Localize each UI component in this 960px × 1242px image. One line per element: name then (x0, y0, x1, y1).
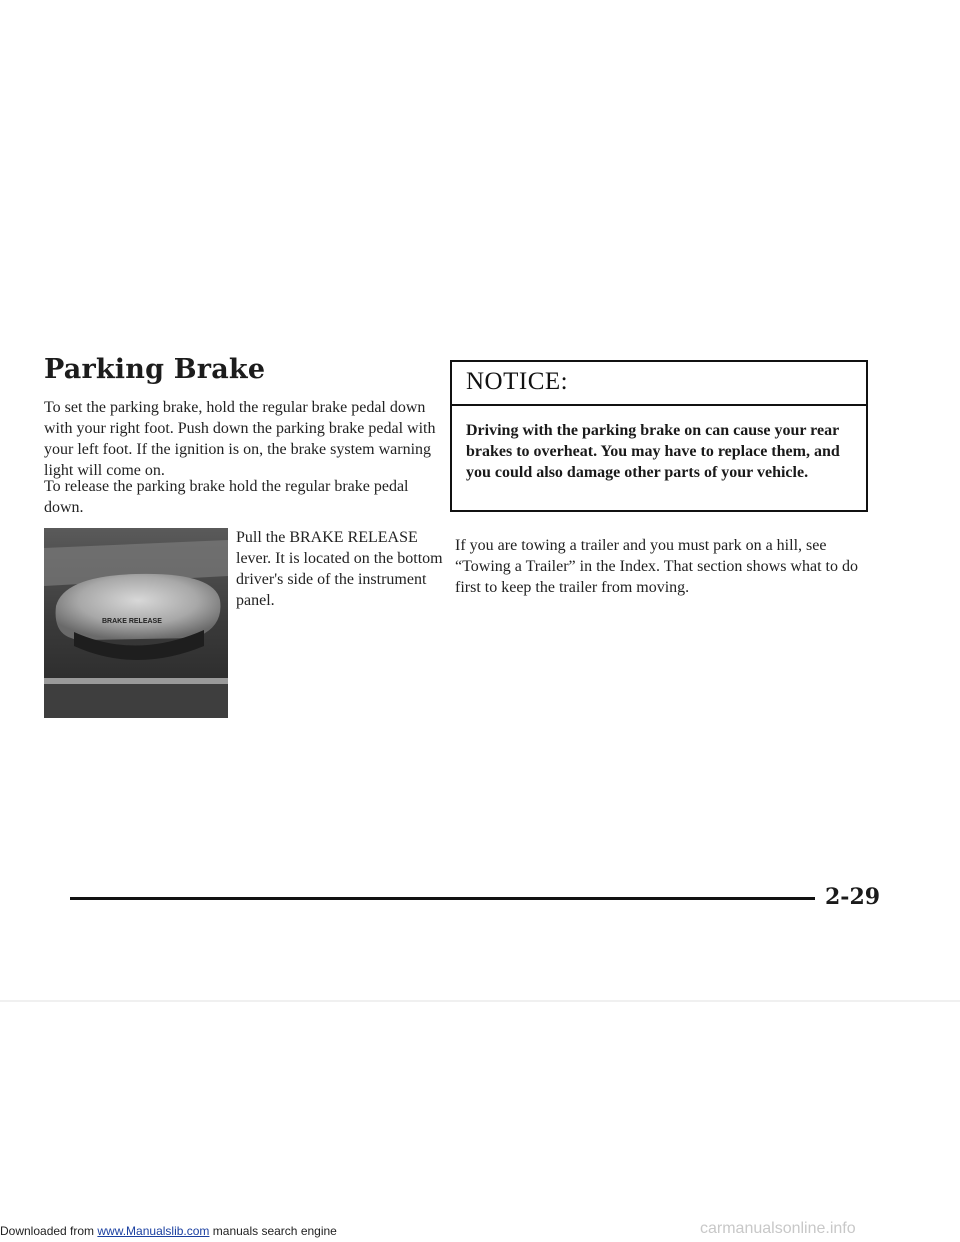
page-edge (0, 1000, 960, 1002)
footer-rule (70, 897, 815, 900)
watermark: carmanualsonline.info (700, 1220, 856, 1237)
brake-release-photo (44, 528, 228, 718)
notice-heading: NOTICE: (452, 362, 866, 406)
section-heading: Parking Brake (44, 354, 266, 385)
brake-release-label: BRAKE RELEASE (102, 618, 162, 625)
download-footer (0, 1224, 337, 1238)
footer-suffix: manuals search engine (209, 1224, 337, 1238)
release-brake-paragraph: To release the parking brake hold the regular brake pedal down. (44, 478, 409, 516)
manualslib-link[interactable]: www.Manualslib.com (97, 1224, 210, 1238)
set-brake-paragraph: To set the parking brake, hold the regular brake pedal down with your right foot. Push down the parking brake pedal with your left foot. If the ignition is on, the brake system warning light will come on. (44, 399, 436, 479)
page-number: 2-29 (825, 884, 881, 910)
footer-prefix: Downloaded from (0, 1224, 98, 1238)
image-caption: Pull the BRAKE RELEASE lever. It is located on the bottom driver's side of the instrument panel. (236, 529, 443, 609)
notice-box (450, 360, 868, 512)
towing-paragraph: If you are towing a trailer and you must park on a hill, see “Towing a Trailer” in the Index. That section shows what to do first to keep the trailer from moving. (455, 537, 858, 596)
notice-body: Driving with the parking brake on can cause your rear brakes to overheat. You may have to replace them, and you could also damage other parts of your vehicle. (466, 422, 840, 481)
